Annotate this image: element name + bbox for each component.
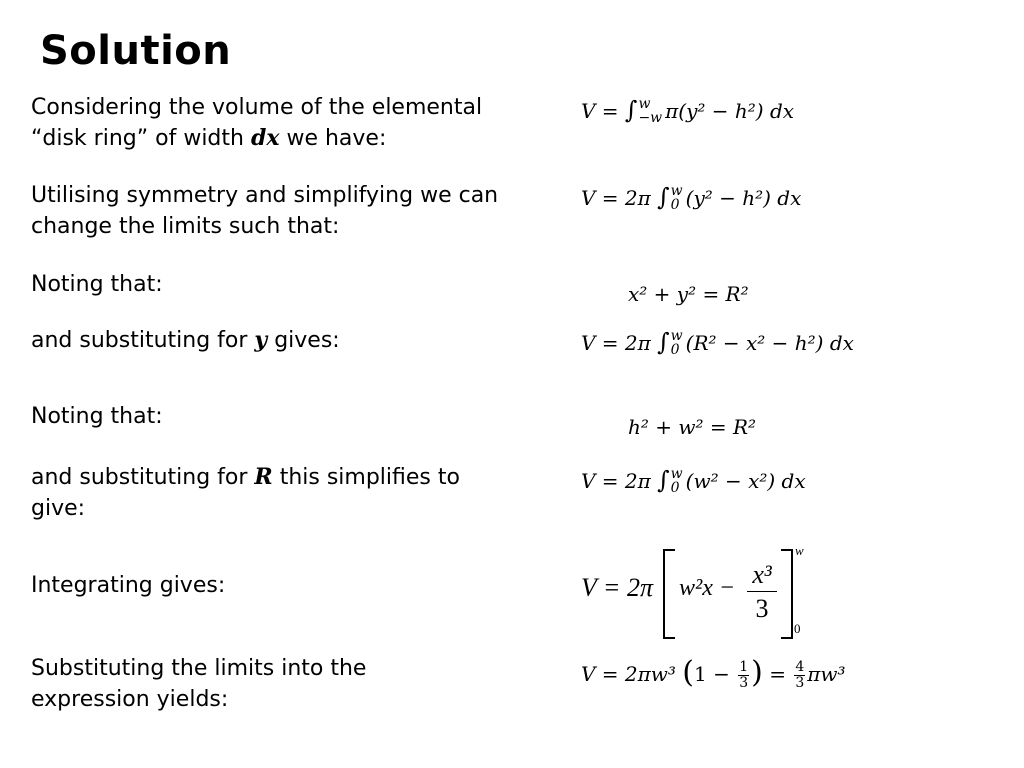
eq1-limits	[638, 97, 662, 125]
eq4-limits	[671, 329, 683, 357]
integral-sign: ∫	[657, 183, 670, 211]
left-paren: (	[682, 655, 694, 690]
step-2-line1: Utilising symmetry and simplifying we can	[31, 183, 499, 208]
equation-2	[581, 183, 801, 214]
step-1-line1: Considering the volume of the elemental	[31, 95, 483, 120]
eq1-body: π(y² − h²) dx	[665, 99, 795, 123]
eq7-right-bracket	[781, 549, 793, 639]
eq4-lhs: V = 2π	[581, 331, 658, 355]
eq6-lhs: V = 2π	[581, 469, 658, 493]
integral-sign: ∫	[657, 328, 670, 356]
eq6-lower: 0	[670, 479, 680, 496]
eq8-inner: 1 −	[694, 662, 737, 686]
eq1-upper: w	[638, 95, 651, 112]
step-8-text	[31, 653, 541, 715]
step-3-text: Noting that:	[31, 272, 163, 297]
equation-6	[581, 466, 806, 497]
equation-3: x² + y² = R²	[628, 282, 749, 306]
step-4-text-b: gives:	[267, 328, 340, 353]
eq4-upper: w	[670, 327, 683, 344]
eq8-f2-num: 4	[795, 659, 805, 675]
step-6-line1a: and substituting for	[31, 465, 255, 490]
eq2-limits	[671, 184, 683, 212]
step-4-var: y	[254, 327, 268, 353]
eq2-lhs: V = 2π	[581, 186, 658, 210]
integral-sign: ∫	[657, 466, 670, 494]
step-1-text	[31, 92, 541, 154]
eq1-lower: −w	[638, 109, 663, 126]
eq8-f1-num: 1	[739, 659, 749, 675]
eq2-body: (y² − h²) dx	[685, 186, 802, 210]
eq2-upper: w	[670, 182, 683, 199]
equation-1	[581, 96, 794, 127]
eq2-lower: 0	[670, 196, 680, 213]
step-1-var: dx	[250, 125, 280, 151]
equation-8	[581, 655, 846, 693]
step-4-text-a: and substituting for	[31, 328, 255, 353]
step-2-text	[31, 180, 541, 242]
equation-7	[581, 543, 821, 643]
eq7-den: 3	[755, 594, 769, 623]
page-title: Solution	[40, 28, 232, 74]
step-7-text: Integrating gives:	[31, 573, 226, 598]
step-4-text	[31, 325, 541, 356]
eq8-frac-2	[794, 660, 805, 691]
step-8-line1: Substituting the limits into the	[31, 656, 367, 681]
eq7-term: w²x −	[679, 575, 736, 601]
eq4-body: (R² − x² − h²) dx	[685, 331, 854, 355]
step-6-text	[31, 462, 541, 524]
eq8-mid: =	[762, 662, 793, 686]
eq7-lhs: V = 2π	[581, 573, 653, 602]
eq4-lower: 0	[670, 341, 680, 358]
step-6-var: R	[254, 464, 273, 490]
eq1-lhs: V =	[581, 99, 625, 123]
step-1-line2b: we have:	[279, 126, 387, 151]
eq7-upper: w	[795, 543, 804, 558]
eq8-f2-den: 3	[795, 675, 805, 691]
eq8-f1-den: 3	[739, 675, 749, 691]
equation-4	[581, 328, 854, 359]
eq6-body: (w² − x²) dx	[685, 469, 806, 493]
eq6-limits	[671, 467, 683, 495]
right-paren: )	[751, 655, 763, 690]
eq7-left-bracket	[663, 549, 675, 639]
eq7-fraction	[747, 559, 777, 626]
eq7-num: x³	[747, 559, 777, 592]
step-8-line2: expression yields:	[31, 687, 229, 712]
eq7-lower: 0	[794, 621, 801, 636]
step-6-line2: give:	[31, 496, 86, 521]
integral-sign: ∫	[624, 96, 638, 124]
eq8-tail: πw³	[807, 662, 846, 686]
step-5-text: Noting that:	[31, 404, 163, 429]
eq8-lhs: V = 2πw³	[581, 662, 683, 686]
step-6-line1b: this simplifies to	[272, 465, 460, 490]
eq6-upper: w	[670, 465, 683, 482]
eq8-frac-1	[738, 660, 749, 691]
step-1-line2a: “disk ring” of width	[31, 126, 251, 151]
step-2-line2: change the limits such that:	[31, 214, 340, 239]
equation-5: h² + w² = R²	[628, 415, 757, 439]
